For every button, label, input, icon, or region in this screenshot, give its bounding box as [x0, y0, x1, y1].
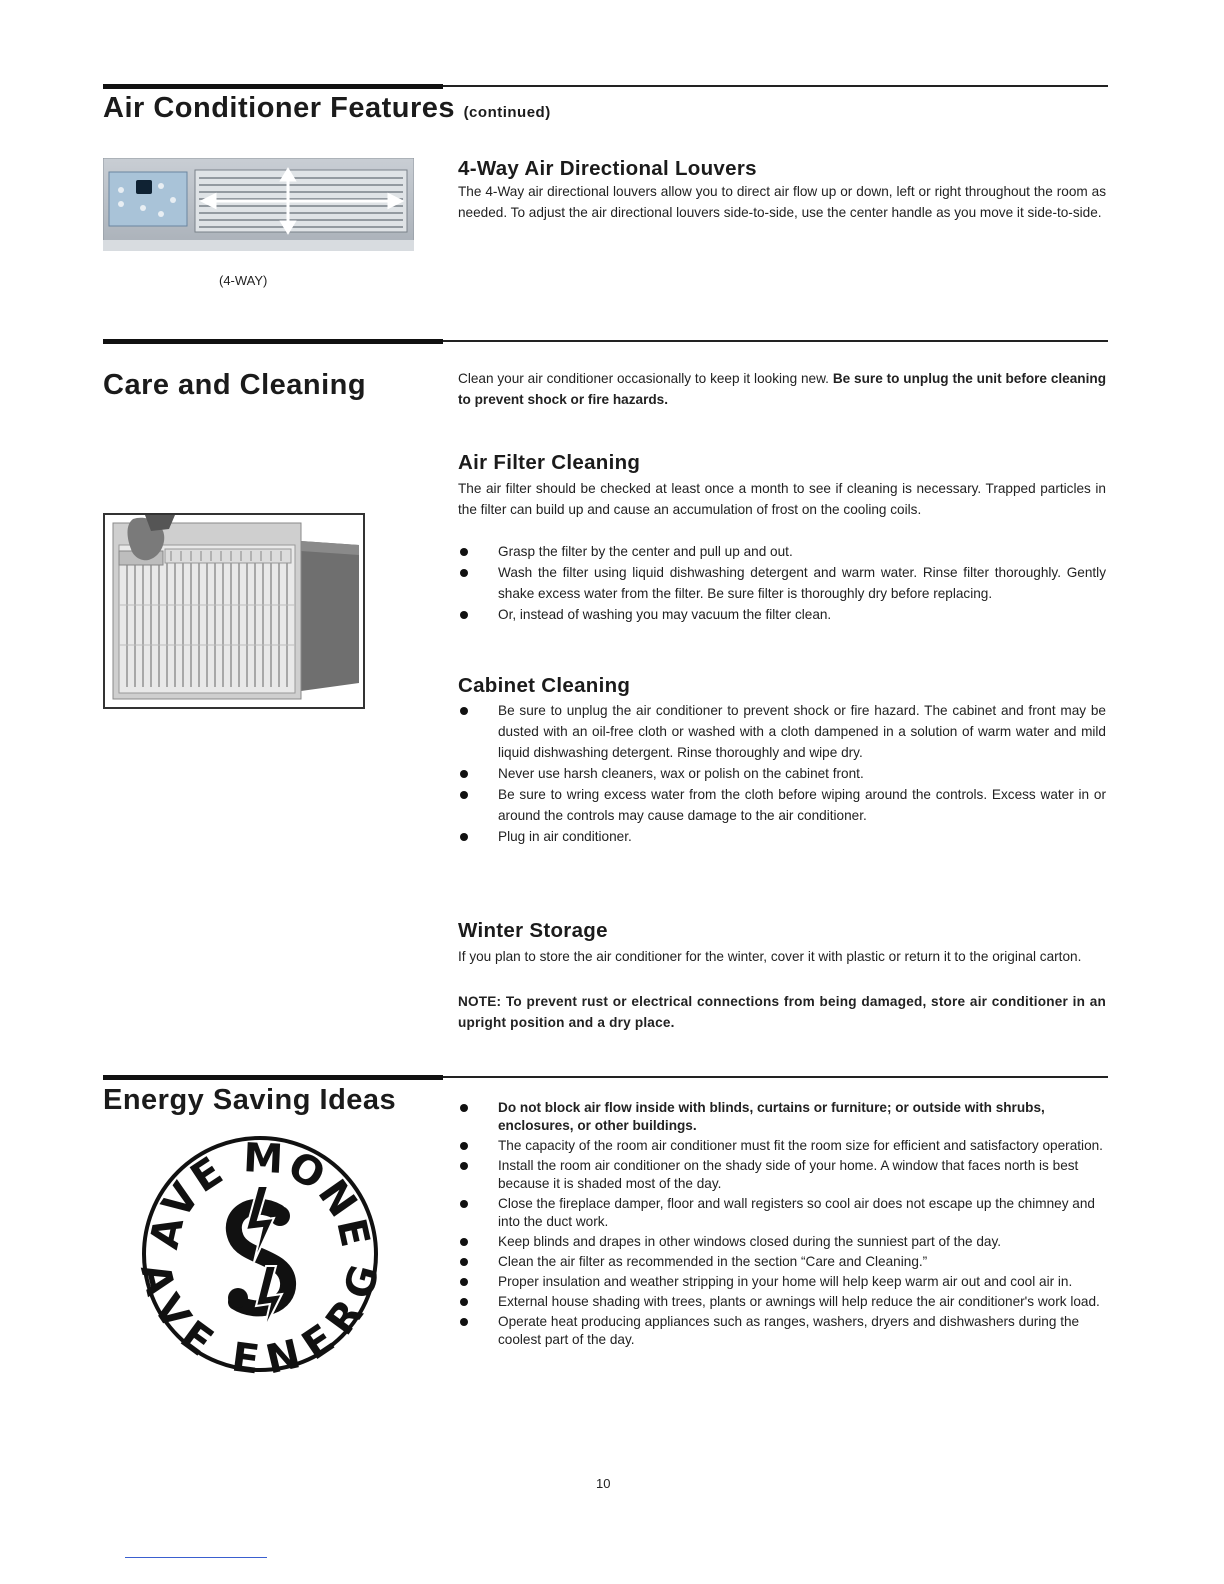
louvers-title: 4-Way Air Directional Louvers — [458, 157, 757, 180]
louvers-image — [103, 158, 414, 251]
section-rule-thick — [103, 1075, 443, 1080]
list-item-text: Operate heat producing appliances such as ranges, washers, dryers and dishwashers during the coolest part of the day. — [498, 1314, 1080, 1347]
section-rule-thin — [443, 85, 1108, 87]
list-item — [458, 826, 1106, 847]
bullet-dot-icon — [460, 1200, 468, 1208]
list-item-text: Install the room air conditioner on the shady side of your home. A window that faces north is best because it is shaded most of the day. — [498, 1158, 1079, 1191]
cabinet-bullet-list — [458, 700, 1106, 847]
list-item-text: Proper insulation and weather stripping in your home will help keep warm air out and cool air in. — [498, 1274, 1073, 1289]
bullet-dot-icon — [460, 770, 468, 778]
bullet-dot-icon — [460, 1142, 468, 1150]
filter-bullet-list — [458, 541, 1106, 625]
list-item — [458, 1137, 1108, 1155]
bullet-dot-icon — [460, 833, 468, 841]
winter-text: If you plan to store the air conditioner for the winter, cover it with plastic or return it to the original carton. — [458, 949, 1082, 964]
list-item — [458, 700, 1106, 763]
filter-title: Air Filter Cleaning — [458, 451, 641, 474]
care-title: Care and Cleaning — [103, 369, 367, 401]
list-item — [458, 1293, 1108, 1311]
features-title — [103, 92, 551, 125]
save-energy-logo — [140, 1134, 380, 1374]
save-money-energy-icon — [140, 1134, 380, 1374]
list-item-text: Close the fireplace damper, floor and wall registers so cool air does not escape up the chimney and into the duct work. — [498, 1196, 1095, 1229]
page-number: 10 — [596, 1476, 611, 1491]
care-intro-text: Clean your air conditioner occasionally to keep it looking new. — [458, 371, 829, 386]
louvers-image-caption: (4-WAY) — [219, 273, 268, 288]
cabinet-title: Cabinet Cleaning — [458, 674, 631, 697]
list-item-text: External house shading with trees, plants or awnings will help reduce the air conditioner's work load. — [498, 1294, 1100, 1309]
louvers-text: The 4-Way air directional louvers allow you to direct air flow up or down, left or right throughout the room as needed. To adjust the air directional louvers side-to-side, use the center handle as you move it side-to-side. — [458, 184, 1106, 220]
list-item-text: Grasp the filter by the center and pull up and out. — [498, 544, 793, 559]
list-item-text: Never use harsh cleaners, wax or polish on the cabinet front. — [498, 766, 864, 781]
continued-label: (continued) — [463, 104, 551, 121]
list-item-text: The capacity of the room air conditioner must fit the room size for efficient and satisfactory operation. — [498, 1138, 1103, 1153]
bullet-dot-icon — [460, 611, 468, 619]
bullet-dot-icon — [460, 791, 468, 799]
bullet-dot-icon — [460, 1162, 468, 1170]
logo-top-text: AVE MONE — [141, 1135, 379, 1254]
list-item — [458, 1313, 1108, 1349]
energy-title: Energy Saving Ideas — [103, 1084, 397, 1116]
footer-divider — [125, 1557, 267, 1558]
list-item — [458, 1273, 1108, 1291]
bullet-dot-icon — [460, 1258, 468, 1266]
bullet-dot-icon — [460, 1238, 468, 1246]
care-intro-warning: Be sure to unplug the unit before cleaning to prevent shock or fire hazards. — [458, 371, 1106, 407]
section-rule-thin — [443, 1076, 1108, 1078]
ac-filter-illustration — [105, 515, 363, 707]
list-item — [458, 562, 1106, 604]
list-item-text: Be sure to wring excess water from the cloth before wiping around the controls. Excess water in or around the controls may cause damage to the air conditioner. — [498, 787, 1106, 823]
list-item — [458, 1099, 1108, 1135]
list-item — [458, 1233, 1108, 1251]
logo-bottom-text: VE ENER — [143, 1286, 374, 1374]
bullet-dot-icon — [460, 1104, 468, 1112]
bullet-dot-icon — [460, 1278, 468, 1286]
ac-front-illustration — [103, 158, 414, 251]
section-rule-thick — [103, 84, 443, 89]
list-item-text: Clean the air filter as recommended in the section “Care and Cleaning.” — [498, 1254, 928, 1269]
filter-removal-image — [103, 513, 365, 709]
winter-note: NOTE: To prevent rust or electrical connections from being damaged, store air conditioner in an upright position and a dry place. — [458, 994, 1106, 1030]
bullet-dot-icon — [460, 548, 468, 556]
list-item-text: Wash the filter using liquid dishwashing detergent and warm water. Rinse filter thoroughly. Gently shake excess water from the filter. Be sure filter is thoroughly dry before replacing. — [498, 565, 1106, 601]
features-title-text: Air Conditioner Features — [103, 92, 455, 124]
list-item — [458, 763, 1106, 784]
list-item — [458, 604, 1106, 625]
section-rule-thin — [443, 340, 1108, 342]
bullet-dot-icon — [460, 1298, 468, 1306]
energy-bullet-list — [458, 1099, 1108, 1351]
list-item-text: Or, instead of washing you may vacuum the filter clean. — [498, 607, 832, 622]
list-item — [458, 1253, 1108, 1271]
list-item — [458, 1157, 1108, 1193]
list-item-text: Be sure to unplug the air conditioner to prevent shock or fire hazard. The cabinet and front may be dusted with an oil-free cloth or washed with a cloth dampened in a solution of warm water and mild liquid dishwashing detergent. Rinse thoroughly and wipe dry. — [498, 703, 1106, 760]
list-item — [458, 784, 1106, 826]
bullet-dot-icon — [460, 1318, 468, 1326]
care-intro — [458, 368, 1106, 410]
list-item — [458, 1195, 1108, 1231]
list-item-text: Keep blinds and drapes in other windows closed during the sunniest part of the day. — [498, 1234, 1002, 1249]
list-item-text: Plug in air conditioner. — [498, 829, 632, 844]
section-rule-thick — [103, 339, 443, 344]
filter-text: The air filter should be checked at least once a month to see if cleaning is necessary. Trapped particles in the filter can build up and cause an accumulation of frost on the cooling coils. — [458, 481, 1106, 517]
bullet-dot-icon — [460, 707, 468, 715]
bullet-dot-icon — [460, 569, 468, 577]
list-item — [458, 541, 1106, 562]
list-item-text: Do not block air flow inside with blinds, curtains or furniture; or outside with shrubs, enclosures, or other buildings. — [498, 1100, 1045, 1133]
winter-title: Winter Storage — [458, 919, 608, 942]
